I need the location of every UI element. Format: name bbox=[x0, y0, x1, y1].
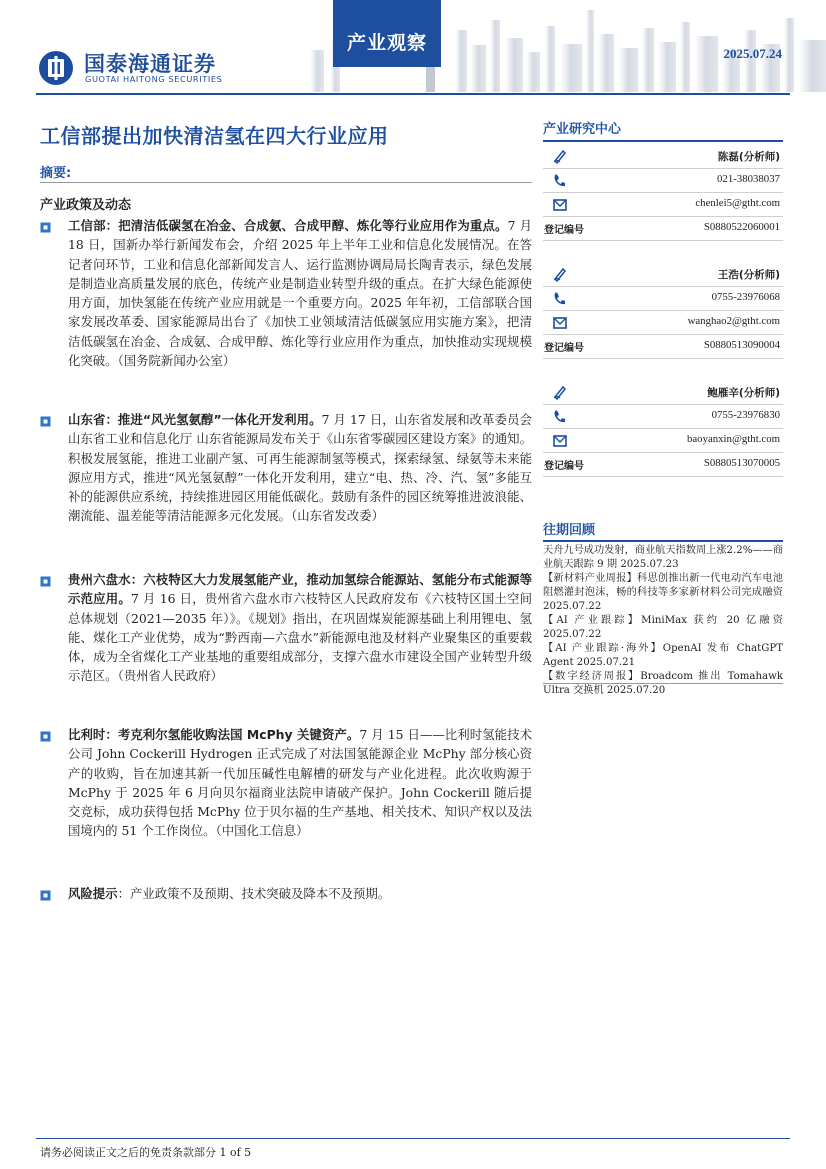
page-header bbox=[0, 0, 826, 95]
news-item-lead: 山东省：推进“风光氢氨醇”一体化开发利用。 bbox=[68, 412, 322, 427]
past-reports-list bbox=[543, 544, 783, 698]
news-item-text bbox=[68, 410, 532, 526]
analyst-reg-row bbox=[543, 218, 783, 238]
reg-number: S0880513090004 bbox=[703, 339, 780, 351]
past-report-link[interactable]: 天舟九号成功发射，商业航天指数周上涨2.2%——商业航天跟踪 9 期 2025.07.23 bbox=[543, 545, 783, 570]
analyst-divider bbox=[543, 428, 783, 429]
analyst-divider bbox=[543, 334, 783, 335]
logo-text-cn: 国泰海通证券 bbox=[84, 52, 216, 76]
risk-warning-lead: 风险提示 bbox=[68, 886, 118, 901]
logo-text-en: GUOTAI HAITONG SECURITIES bbox=[85, 74, 223, 84]
risk-warning bbox=[40, 886, 532, 910]
analyst-email-row bbox=[543, 312, 783, 332]
analyst-email[interactable]: wanghao2@gtht.com bbox=[687, 315, 780, 327]
news-item-lead: 贵州六盘水：六枝特区大力发展氢能产业，推动加氢综合能源站、氢能分布式能源等示范应用。 bbox=[68, 572, 532, 607]
footer-divider bbox=[36, 1138, 790, 1139]
news-item-text bbox=[68, 216, 532, 370]
analyst-card bbox=[543, 380, 783, 480]
news-item-lead: 比利时：考克利尔氢能收购法国 McPhy 关键资产。 bbox=[68, 727, 360, 742]
news-item-text bbox=[68, 725, 532, 841]
analyst-reg-row bbox=[543, 336, 783, 356]
reg-label: 登记编号 bbox=[544, 343, 584, 354]
summary-label: 摘要: bbox=[40, 166, 72, 181]
mail-icon bbox=[552, 196, 568, 212]
news-item-text bbox=[68, 570, 532, 686]
section-heading: 产业政策及动态 bbox=[40, 198, 132, 213]
page-title: 工信部提出加快清洁氢在四大行业应用 bbox=[40, 124, 389, 148]
analyst-phone-row bbox=[543, 406, 783, 426]
past-report-link[interactable]: 【AI 产业跟踪·海外】OpenAI 发布 ChatGPT Agent 2025.07.21 bbox=[543, 643, 783, 668]
analyst-name-row bbox=[543, 382, 783, 402]
analyst-email[interactable]: baoyanxin@gtht.com bbox=[686, 433, 780, 445]
past-reports-title: 往期回顾 bbox=[543, 523, 596, 538]
mail-icon bbox=[552, 432, 568, 448]
analyst-phone[interactable]: 0755-23976068 bbox=[711, 291, 780, 303]
analyst-email-row bbox=[543, 194, 783, 214]
company-logo bbox=[38, 48, 248, 88]
analyst-reg-row bbox=[543, 454, 783, 474]
analyst-divider bbox=[543, 404, 783, 405]
news-item-body: 7 月 15 日——比利时氢能技术公司 John Cockerill Hydrogen 正式完成了对法国氢能源企业 McPhy 部分核心资产的收购，旨在加速其新一代加压碱性电解槽的研发与产业化进程。此次收购源于 McPhy 于 2025 年 6 月向贝尔福商业法院申请破产保护。John Cockerill 随后提交竞标，成功获得包括 McPhy 位于贝尔福的生产基地、相关技术、知识产权以及法国境内的 51 个工作岗位。（中国化工信息） bbox=[68, 727, 532, 839]
bullet-icon bbox=[40, 576, 51, 587]
pen-icon bbox=[552, 148, 568, 164]
analyst-divider bbox=[543, 310, 783, 311]
analyst-divider bbox=[543, 192, 783, 193]
news-item-body: 7 月 16 日，贵州省六盘水市六枝特区人民政府发布《六枝特区国土空间总体规划（2021—2035 年）》。《规划》指出，在巩固煤炭能源基础上利用锂电、氢能、煤化工产业优势，成为“黔西南—六盘水”新能源电池及材料产业聚集区的重要载体，成为全省煤化工产业基地的重要组成部分，支撑六盘水市建设全国产业转型升级示范区。（贵州省人民政府） bbox=[68, 591, 533, 684]
phone-icon bbox=[552, 172, 568, 188]
reg-number: S0880522060001 bbox=[703, 221, 780, 233]
analyst-divider bbox=[543, 476, 783, 477]
analyst-divider bbox=[543, 358, 783, 359]
report-type-badge: 产业观察 bbox=[333, 0, 441, 67]
analyst-divider bbox=[543, 240, 783, 241]
past-report-link[interactable]: 【数字经济周报】Broadcom 推出 Tomahawk Ultra 交换机 2025.07.20 bbox=[543, 671, 783, 696]
news-item bbox=[40, 412, 532, 552]
pen-icon bbox=[552, 266, 568, 282]
risk-warning-text bbox=[68, 884, 532, 903]
bullet-icon bbox=[40, 222, 51, 233]
analyst-name-row bbox=[543, 264, 783, 284]
reg-label: 登记编号 bbox=[544, 461, 584, 472]
news-item-lead: 工信部：把清洁低碳氢在冶金、合成氨、合成甲醇、炼化等行业应用作为重点。 bbox=[68, 218, 508, 233]
past-reports-divider bbox=[543, 540, 783, 542]
analyst-email-row bbox=[543, 430, 783, 450]
analyst-phone-row bbox=[543, 288, 783, 308]
bullet-icon bbox=[40, 731, 51, 742]
analyst-divider bbox=[543, 168, 783, 169]
analyst-divider bbox=[543, 452, 783, 453]
phone-icon bbox=[552, 290, 568, 306]
analyst-phone-row bbox=[543, 170, 783, 190]
analyst-name: 鲍雁辛(分析师) bbox=[707, 387, 780, 399]
analyst-name-row bbox=[543, 146, 783, 166]
header-divider bbox=[36, 93, 790, 95]
pen-icon bbox=[552, 384, 568, 400]
logo-mark-icon bbox=[38, 50, 74, 86]
analyst-divider bbox=[543, 286, 783, 287]
analyst-phone[interactable]: 021-38038037 bbox=[717, 173, 780, 185]
news-item-body: 7 月 18 日，国新办举行新闻发布会，介绍 2025 年上半年工业和信息化发展情况。在答记者问环节，工业和信息化部新闻发言人、运行监测协调局局长陶青表示，绿色发展是制造业高质量发展的底色，传统产业是制造业转型升级的重点。在扩大绿色能源使用方面，加快氢能在传统产业应用就是一个重要方向。2025 年年初，工信部联合国家发展改革委、国家能源局出台了《加快工业领域清洁低碳氢应用实施方案》，把清洁低碳氢在冶金、合成氨、合成甲醇、炼化等行业应用作为重点，加快推动实现规模化突破。（国务院新闻办公室） bbox=[68, 218, 533, 369]
analyst-name: 陈磊(分析师) bbox=[717, 151, 780, 163]
research-center-divider bbox=[543, 140, 783, 142]
news-item-body: 7 月 17 日，山东省发展和改革委员会 山东省工业和信息化厅 山东省能源局发布关于《山东省零碳园区建设方案》的通知。积极发展氢能，推进工业副产氢、可再生能源制氢等模式，探索绿氢、绿氨等未来能源应用方式，推进“风光氢氨醇”一体化开发利用，建立“电、热、冷、汽、氢”多能互补的能源供应系统，持续推进园区用能低碳化。鼓励有条件的园区统筹推进波浪能、潮流能、温差能等清洁能源多元化发展。（山东省发改委） bbox=[68, 412, 532, 524]
news-item bbox=[40, 727, 532, 867]
analyst-email[interactable]: chenlei5@gtht.com bbox=[695, 197, 780, 209]
analyst-divider bbox=[543, 216, 783, 217]
research-center-title: 产业研究中心 bbox=[543, 122, 622, 137]
news-item bbox=[40, 572, 532, 702]
footer-disclaimer: 请务必阅读正文之后的免责条款部分 1 of 5 bbox=[40, 1146, 252, 1159]
bullet-icon bbox=[40, 416, 51, 427]
summary-divider bbox=[40, 182, 532, 183]
analyst-card bbox=[543, 262, 783, 362]
analyst-name: 王浩(分析师) bbox=[717, 269, 780, 281]
mail-icon bbox=[552, 314, 568, 330]
analyst-card bbox=[543, 144, 783, 244]
reg-label: 登记编号 bbox=[544, 225, 584, 236]
past-report-link[interactable]: 【AI 产业跟踪】MiniMax 获约 20 亿融资 2025.07.22 bbox=[543, 615, 783, 640]
analyst-phone[interactable]: 0755-23976830 bbox=[711, 409, 780, 421]
phone-icon bbox=[552, 408, 568, 424]
past-reports-bottom-divider bbox=[543, 683, 783, 684]
reg-number: S0880513070005 bbox=[703, 457, 780, 469]
past-report-link[interactable]: 【新材料产业周报】科思创推出新一代电动汽车电池阻燃灌封泡沫，畅的科技等多家新材料公司完成融资 2025.07.22 bbox=[543, 573, 783, 612]
report-date: 2025.07.24 bbox=[723, 46, 782, 61]
bullet-icon bbox=[40, 890, 51, 901]
risk-warning-body: ：产业政策不及预期、技术突破及降本不及预期。 bbox=[117, 886, 391, 901]
